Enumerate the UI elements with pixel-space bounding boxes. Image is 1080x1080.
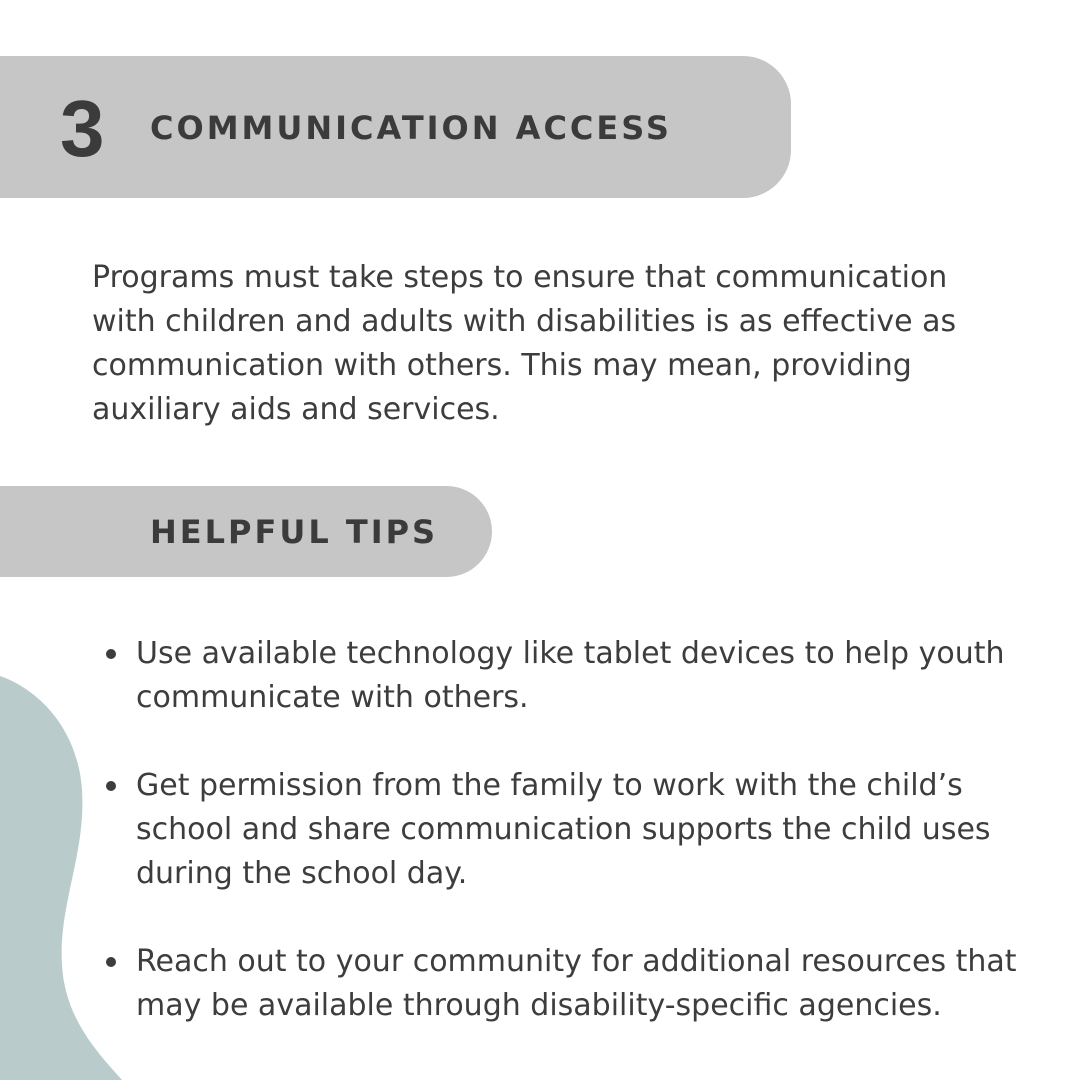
- list-item: [104, 632, 1044, 720]
- step-number: 3: [60, 84, 105, 173]
- tip-text: Use available technology like tablet devices to help youth communicate with others.: [136, 636, 1005, 715]
- bullet-icon: [106, 781, 116, 791]
- list-item: [104, 940, 1044, 1028]
- tip-text: Get permission from the family to work with the child’s school and share communication supports the child uses during the school day.: [136, 768, 991, 891]
- tips-title: HELPFUL TIPS: [150, 513, 439, 551]
- bullet-icon: [106, 649, 116, 659]
- section-title: COMMUNICATION ACCESS: [150, 109, 672, 147]
- tip-text: Reach out to your community for additional resources that may be available through disability-specific agencies.: [136, 944, 1017, 1023]
- tips-list: [104, 632, 1044, 1072]
- bullet-icon: [106, 957, 116, 967]
- list-item: [104, 764, 1044, 896]
- intro-paragraph: Programs must take steps to ensure that communication with children and adults with disabilities is as effective as communication with others. This may mean, providing auxiliary aids and services.: [92, 260, 957, 427]
